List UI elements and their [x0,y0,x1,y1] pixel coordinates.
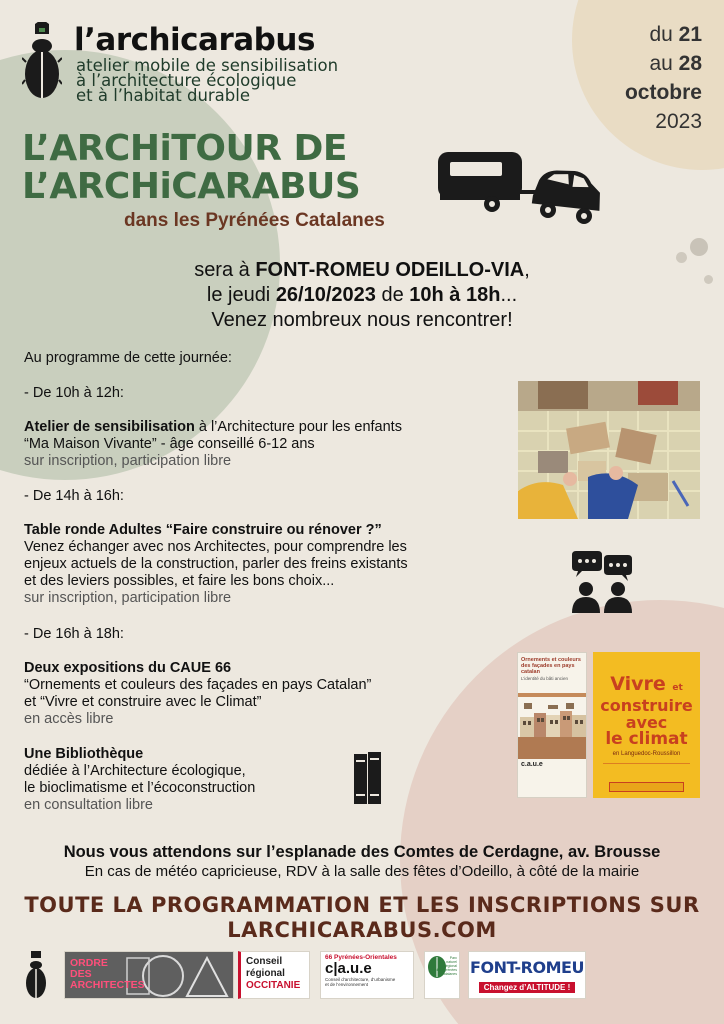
roundtable-title: Table ronde Adultes “Faire construire ou rénover ?” [24,522,382,538]
date-end: 28 [678,52,702,75]
exhibition-poster-ornaments [517,652,587,798]
exhibition-poster-climate [593,652,700,798]
archicarabus-small-logo-icon [24,951,48,1001]
region-line: régional [246,968,285,979]
intro-text-part: le jeudi [206,284,276,306]
pnr-line: régional [444,964,457,968]
font-romeu-title: FONT-ROMEU [470,958,584,977]
slot-3-time: - De 16h à 18h: [24,626,124,642]
ordre-line: ARCHITECTES [70,979,145,991]
poster-title-line: des façades en pays catalan [521,663,575,675]
roundtable-line: enjeux actuels de la construction, parler des freins existants [24,556,408,572]
slot-2-time: - De 14h à 16h: [24,488,124,504]
date-start: 21 [678,23,702,46]
poster-facades-illustration [518,685,587,759]
roundtable-line: et des leviers possibles, et faire les bons choix... [24,573,335,589]
caue-dept: Pyrénées-Orientales [334,954,397,961]
logo-region-occitanie [238,951,310,999]
exhibitions-line: “Ornements et couleurs des façades en pays Catalan” [24,677,372,693]
pnr-line: catalanes [442,972,457,976]
poster-caue-brand: c.a.u.e [521,761,543,768]
venue-text: Nous vous attendons sur l’esplanade des Comtes de Cerdagne, av. Brousse [63,843,661,861]
region-line: OCCITANIE [246,980,301,991]
exhibitions-line: et “Vivre et construire avec le Climat” [24,694,262,710]
date-month: octobre [624,81,702,104]
workshop-title: Atelier de sensibilisation [24,419,195,435]
logo-caue-66 [320,951,414,999]
pnr-line: des Pyrénées [435,968,457,972]
brand-tagline [76,58,338,103]
caravan-car-icon [436,150,604,226]
slot-1-time: - De 10h à 12h: [24,385,124,401]
tagline-line: atelier mobile de sensibilisation [76,56,339,75]
poster-climate-title [593,673,700,749]
poster-climate-region: en Languedoc-Roussillon [612,751,681,757]
caue-desc-line: et de l’environnement [325,982,369,987]
poster-climate-word: le climat [605,729,688,749]
intro-text-part: ... [500,284,518,306]
intro-invite: Venez nombreux nous rencontrer! [211,309,513,331]
font-romeu-slogan: Changez d’ALTITUDE ! [479,982,576,993]
title-line-1: L’ARCHiTOUR DE [22,128,347,169]
workshop-line: “Ma Maison Vivante” - âge conseillé 6-12 ans [24,436,315,452]
bg-dot [690,238,708,256]
workshop-text: à l’Architecture pour les enfants [194,419,402,435]
event-dates [625,20,702,136]
rain-plan-text: En cas de météo capricieuse, RDV à la salle des fêtes d’Odeillo, à côté de la mairie [84,863,640,880]
pnr-line: naturel [446,960,457,964]
pnr-text [436,956,457,976]
poster-climate-word: avec [625,713,668,732]
cta-text [0,893,724,943]
intro-text-part: sera à [194,259,256,281]
intro-text-part: de [375,284,410,306]
poster-title [518,653,586,676]
title-line-2: L’ARCHiCARABUS [22,166,361,207]
region-line: Conseil [246,956,283,967]
tagline-line: et à l’habitat durable [76,86,251,105]
books-icon [353,750,383,806]
workshop-photo [518,381,700,519]
activity-roundtable [24,522,408,607]
logo-pnr-pyrenees-catalanes [424,951,460,999]
scarab-logo-icon [22,22,62,104]
poster-climate-word: construire [600,696,693,715]
exhibitions-note: en accès libre [24,711,114,727]
website-link[interactable]: LARCHICARABUS.COM [227,918,497,942]
ordre-architectes-text [70,958,145,991]
poster-title-line: Ornements et couleurs [521,657,581,663]
roundtable-note: sur inscription, participation libre [24,590,232,606]
exhibitions-title: Deux expositions du CAUE 66 [24,660,232,676]
date-du: du [649,23,673,46]
caue-number: 66 [325,954,333,961]
brand-name: l’archicarabus [74,22,315,58]
ordre-line: DES [70,968,92,980]
library-line: dédiée à l’Architecture écologique, [24,763,246,779]
event-hours: 10h à 18h [409,284,501,306]
poster-climate-logos [609,782,684,792]
caue-name: c|a.u.e [325,960,372,977]
logo-font-romeu [468,951,586,999]
caue-desc [325,977,409,987]
intro-text [0,258,724,333]
intro-text-part: , [524,259,530,281]
library-title: Une Bibliothèque [24,746,144,762]
poster-climate-word: Vivre [610,673,666,695]
region-text [246,956,304,992]
workshop-note: sur inscription, participation libre [24,453,232,469]
cta-line: TOUTE LA PROGRAMMATION ET LES INSCRIPTIONS SUR [24,893,700,917]
activity-library [24,746,255,814]
discussion-icon [570,551,634,613]
date-au: au [649,52,673,75]
date-year: 2023 [655,110,702,133]
poster-caption: L’identité du bâti ancien [521,676,569,681]
activity-workshop [24,419,402,470]
event-place: FONT-ROMEU ODEILLO-VIA [255,259,525,281]
logo-ordre-architectes [64,951,234,999]
main-title [22,130,360,206]
roundtable-line: Venez échanger avec nos Architectes, pour comprendre les [24,539,407,555]
title-subtitle: dans les Pyrénées Catalanes [124,210,385,231]
library-note: en consultation libre [24,797,153,813]
library-line: le bioclimatisme et l’écoconstruction [24,780,256,796]
event-date: 26/10/2023 [275,284,376,306]
ordre-line: ORDRE [70,957,108,969]
program-heading: Au programme de cette journée: [24,350,232,366]
tagline-line: à l’architecture écologique [76,71,297,90]
pnr-line: Parc [449,956,457,960]
poster-climate-word: et [672,683,683,693]
activity-exhibitions [24,660,371,728]
caue-desc-line: Conseil d’architecture, d’urbanisme [325,977,396,982]
